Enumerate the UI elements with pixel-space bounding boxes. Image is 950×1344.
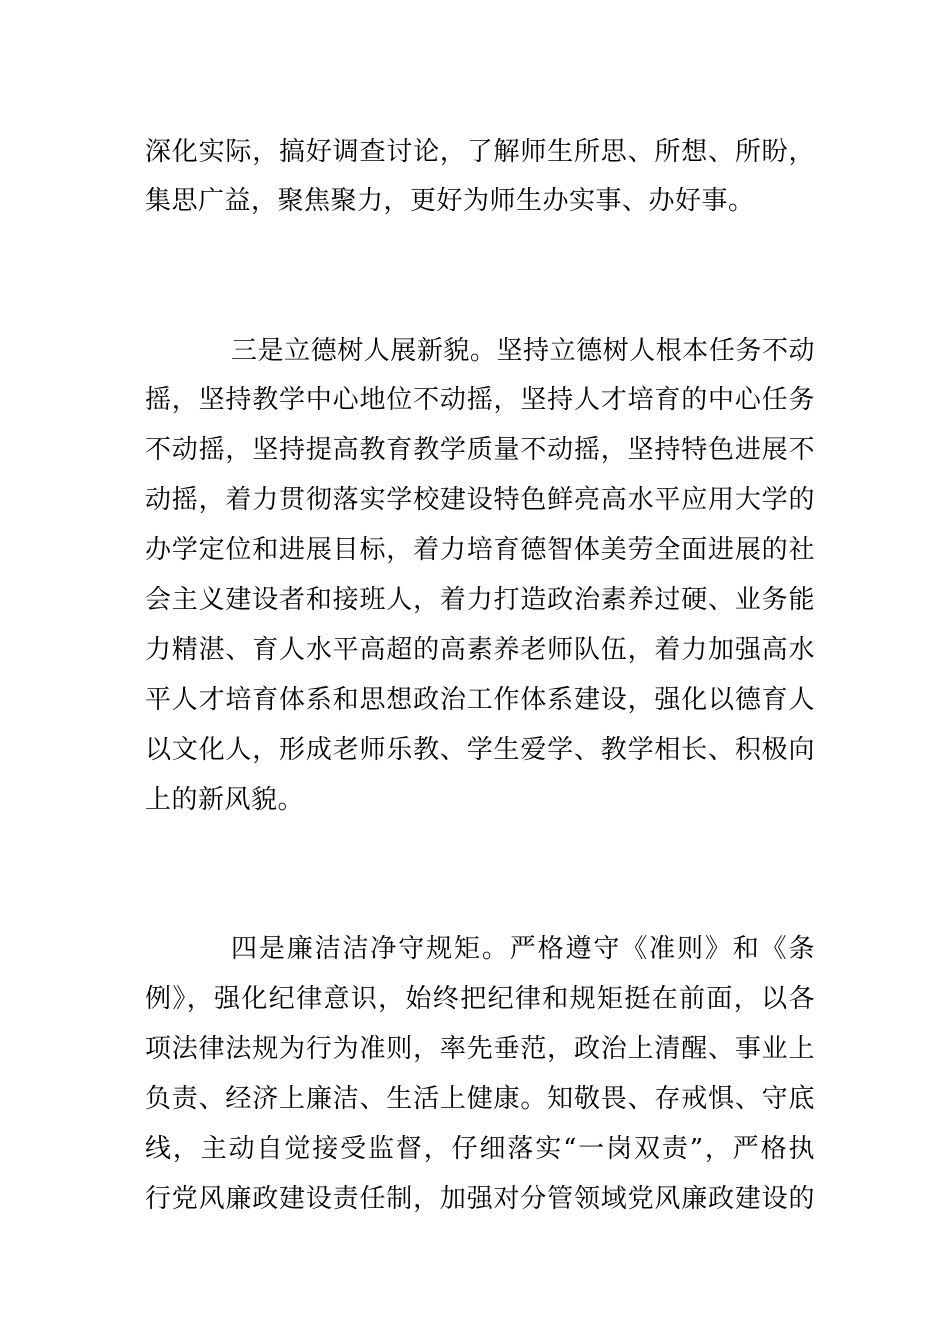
paragraph-3-line-1: 四是廉洁洁净守规矩。严格遵守《准则》和《条 — [231, 934, 815, 964]
paragraph-2-line-3: 不动摇，坚持提高教育教学质量不动摇，坚持特色进展不 — [145, 435, 815, 465]
paragraph-3-line-2: 例》，强化纪律意识，始终把纪律和规矩挺在前面，以各 — [145, 984, 815, 1014]
paragraph-2-line-8: 平人才培育体系和思想政治工作体系建设，强化以德育人 — [145, 685, 815, 715]
paragraph-1-line-2: 集思广益，聚焦聚力，更好为师生办实事、办好事。 — [145, 186, 755, 216]
paragraph-1-line-1: 深化实际，搞好调查讨论，了解师生所思、所想、所盼， — [145, 137, 815, 167]
paragraph-3-line-3: 项法律法规为行为准则，率先垂范，政治上清醒、事业上 — [145, 1034, 815, 1064]
paragraph-2-line-10: 上的新风貌。 — [145, 785, 305, 815]
paragraph-3-line-6: 行党风廉政建设责任制，加强对分管领域党风廉政建设的 — [145, 1184, 815, 1214]
paragraph-3-line-4: 负责、经济上廉洁、生活上健康。知敬畏、存戒惧、守底 — [145, 1084, 815, 1114]
paragraph-3-line-5: 线，主动自觉接受监督，仔细落实“一岗双责”，严格执 — [145, 1134, 815, 1164]
paragraph-2-line-4: 动摇，着力贯彻落实学校建设特色鲜亮高水平应用大学的 — [145, 485, 815, 515]
paragraph-2-line-7: 力精湛、育人水平高超的高素养老师队伍，着力加强高水 — [145, 635, 815, 665]
paragraph-2-line-2: 摇，坚持教学中心地位不动摇，坚持人才培育的中心任务 — [145, 385, 815, 415]
paragraph-2-line-1: 三是立德树人展新貌。坚持立德树人根本任务不动 — [231, 336, 815, 366]
paragraph-2-line-5: 办学定位和进展目标，着力培育德智体美劳全面进展的社 — [145, 535, 815, 565]
paragraph-2-line-6: 会主义建设者和接班人，着力打造政治素养过硬、业务能 — [145, 585, 815, 615]
paragraph-2-line-9: 以文化人，形成老师乐教、学生爱学、教学相长、积极向 — [145, 735, 815, 765]
